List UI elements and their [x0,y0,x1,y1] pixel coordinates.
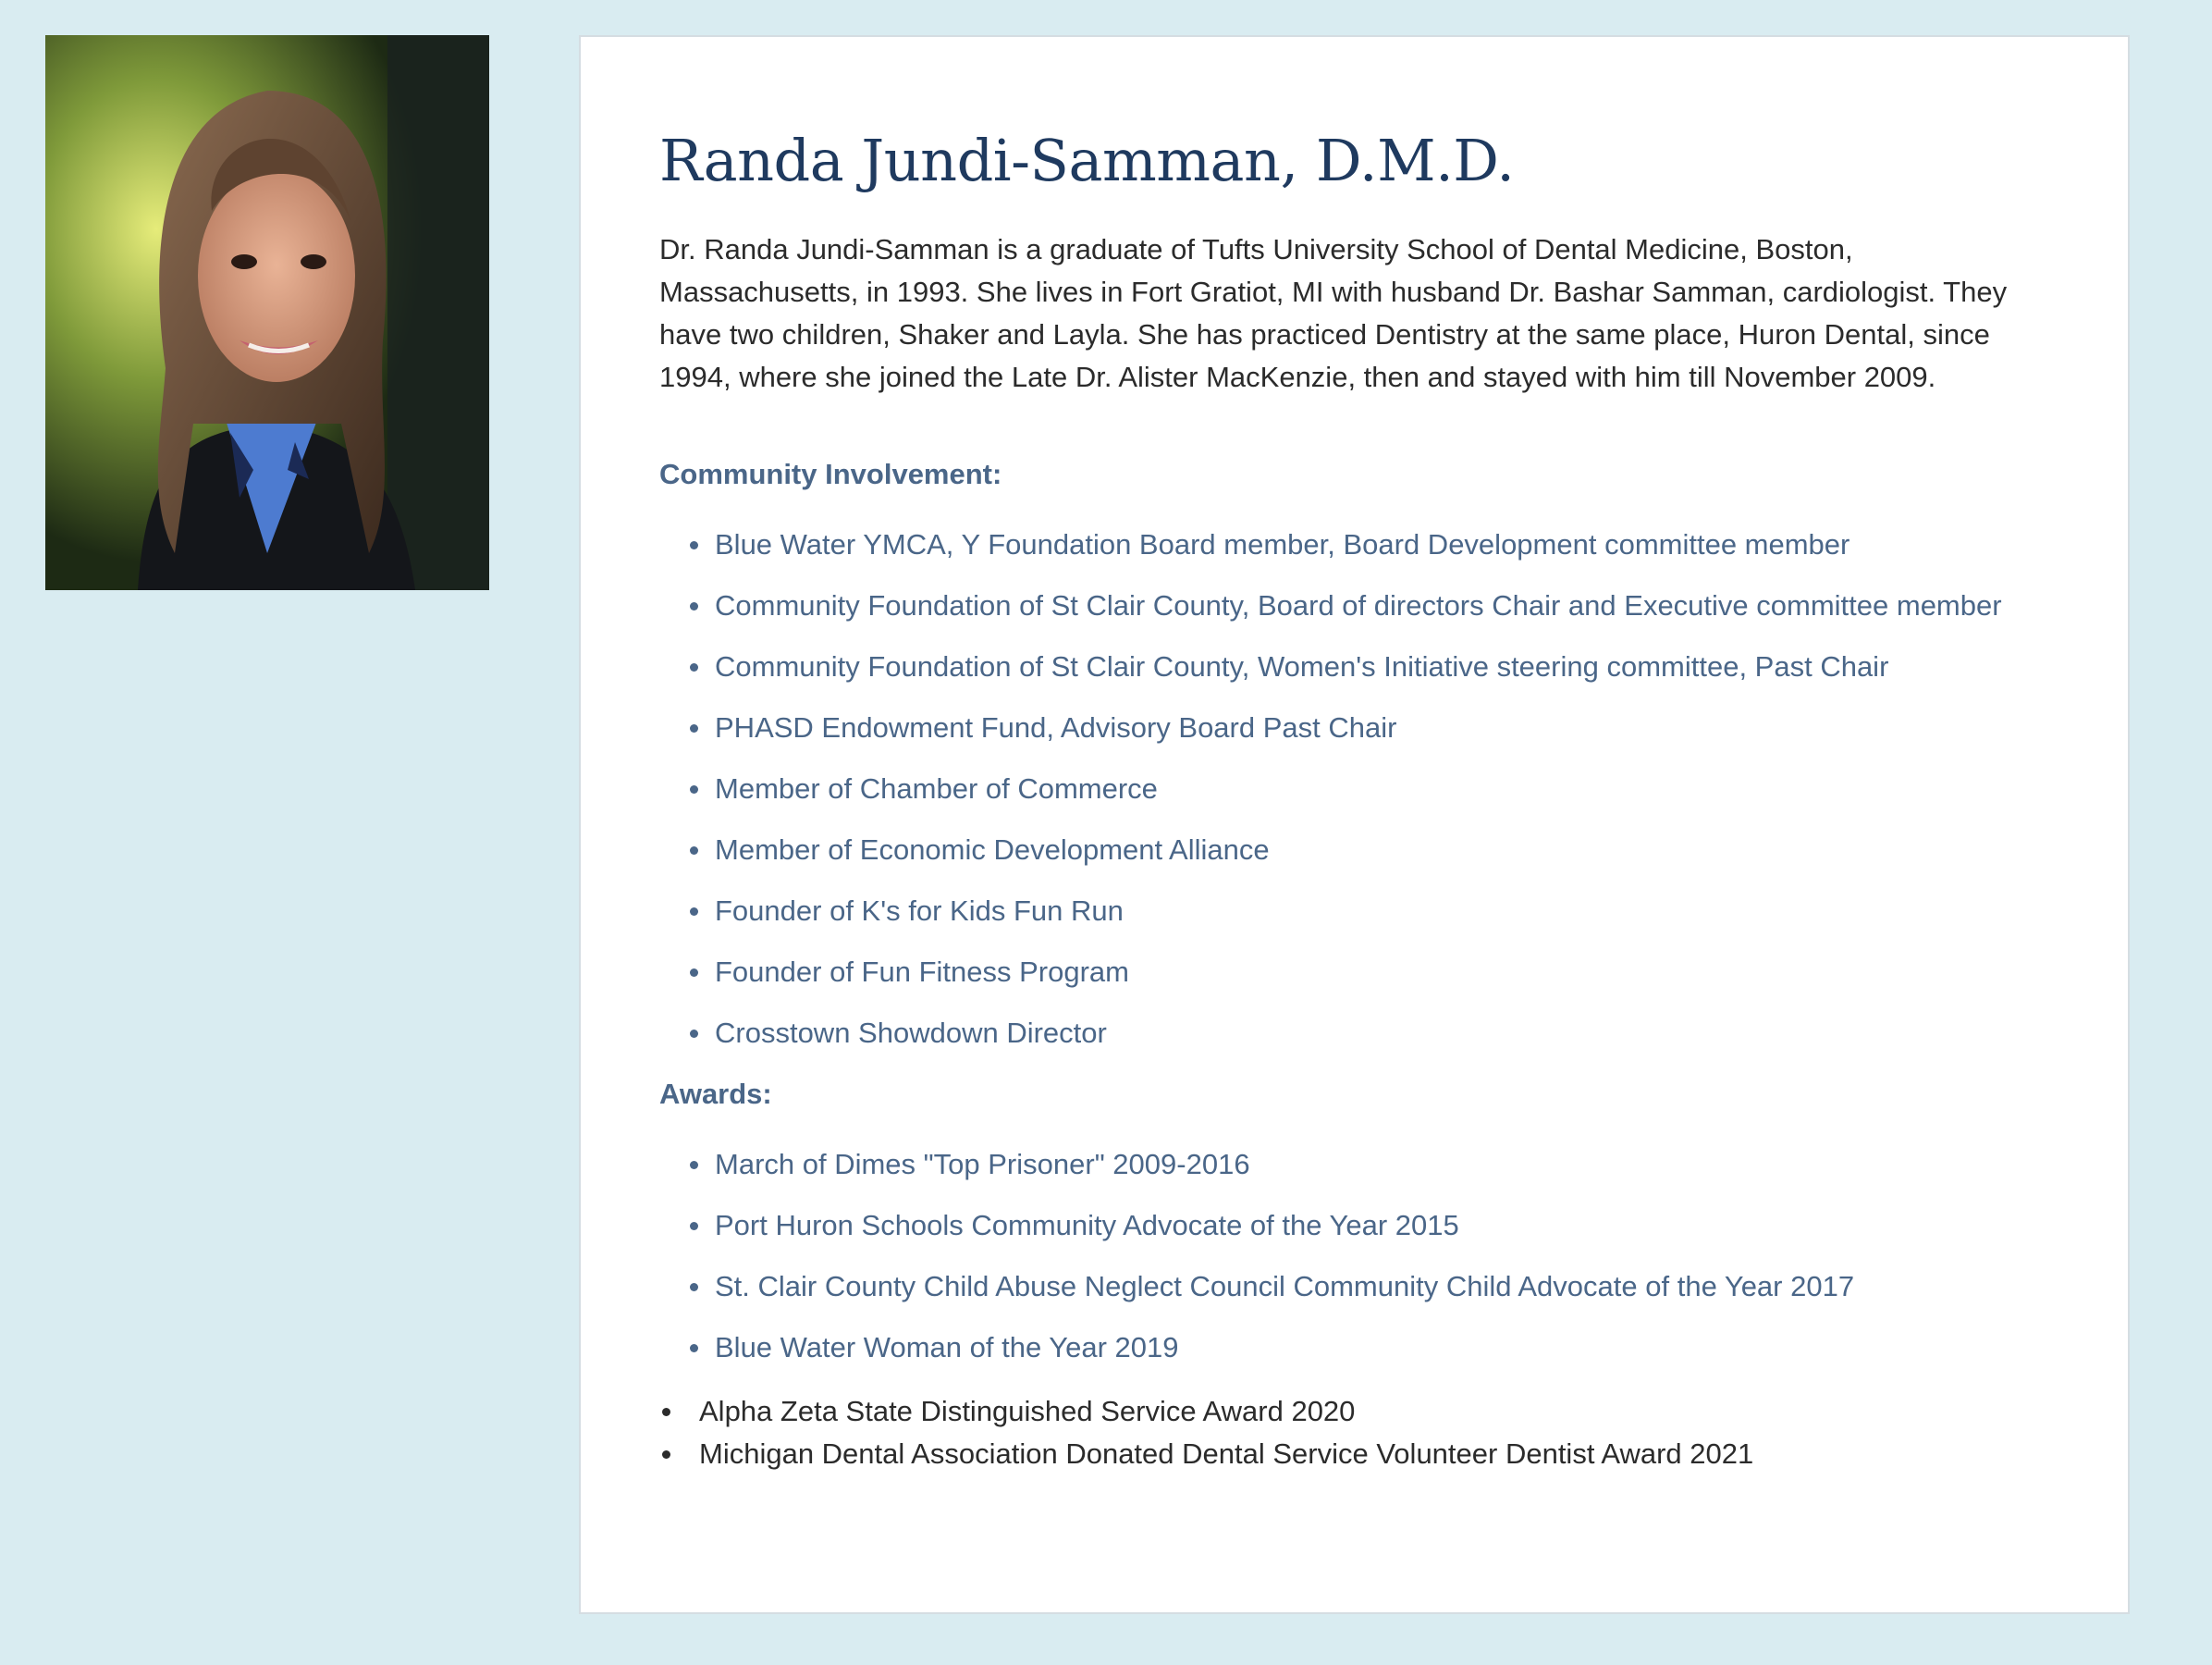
community-list [659,526,2040,1052]
list-item-text: St. Clair County Child Abuse Neglect Council Community Child Advocate of the Year 2017 [715,1270,1855,1302]
list-item [715,832,2040,869]
list-item-text: Blue Water YMCA, Y Foundation Board member, Board Development committee member [715,528,1850,561]
bullet-icon [690,968,698,977]
list-item [715,1207,2040,1244]
list-item [715,1268,2040,1305]
bullet-icon [690,785,698,794]
list-item [715,648,2040,685]
list-item-text: Port Huron Schools Community Advocate of the Year 2015 [715,1209,1459,1241]
profile-photo [45,35,489,590]
list-item-text: Founder of K's for Kids Fun Run [715,894,1124,927]
bullet-icon [662,1408,670,1416]
list-item-text: Crosstown Showdown Director [715,1017,1107,1049]
list-item-text: Member of Economic Development Alliance [715,833,1270,866]
list-item [699,1433,2040,1475]
bullet-icon [690,541,698,549]
list-item [715,771,2040,808]
bullet-icon [690,1222,698,1230]
list-item [715,893,2040,930]
list-item [715,709,2040,746]
bullet-icon [690,1283,698,1291]
bullet-icon [690,1030,698,1038]
bullet-icon [690,724,698,733]
list-item [715,1146,2040,1183]
bullet-icon [690,1344,698,1352]
list-item-text: Community Foundation of St Clair County, Women's Initiative steering committee, Past Chair [715,650,1889,683]
bullet-icon [690,907,698,916]
list-item [715,1329,2040,1366]
list-item-text: Blue Water Woman of the Year 2019 [715,1331,1179,1363]
list-item-text: Community Foundation of St Clair County, Board of directors Chair and Executive committee member [715,589,2002,622]
bullet-icon [690,602,698,610]
list-item [715,526,2040,563]
portrait-photo-icon [45,35,489,590]
bullet-icon [690,1161,698,1169]
list-item [715,587,2040,624]
community-heading: Community Involvement: [659,458,1002,490]
list-item-text: Michigan Dental Association Donated Dental Service Volunteer Dentist Award 2021 [699,1437,1754,1470]
awards-list [659,1146,2040,1366]
profile-card [579,35,2130,1614]
bullet-icon [690,846,698,855]
list-item [715,954,2040,991]
page-title: Randa Jundi-Samman, D.M.D. [659,127,1515,194]
bullet-icon [690,663,698,672]
bullet-icon [662,1450,670,1459]
list-item-text: Alpha Zeta State Distinguished Service Award 2020 [699,1395,1356,1427]
list-item [715,1015,2040,1052]
list-item [699,1390,2040,1433]
awards-heading: Awards: [659,1078,772,1110]
list-item-text: Member of Chamber of Commerce [715,772,1158,805]
list-item-text: Founder of Fun Fitness Program [715,956,1129,988]
list-item-text: March of Dimes "Top Prisoner" 2009-2016 [715,1148,1250,1180]
list-item-text: PHASD Endowment Fund, Advisory Board Past Chair [715,711,1397,744]
bio-paragraph: Dr. Randa Jundi-Samman is a graduate of Tufts University School of Dental Medicine, Boston, Massachusetts, in 1993. She lives in Fort Gratiot, MI with husband Dr. Bashar Samman, cardiologist. They have two children, Shaker and Layla. She has practiced Dentistry at the same place, Huron Dental, since 1994, where she joined the Late Dr. Alister MacKenzie, then and stayed with him till November 2009. [659,233,2008,393]
awards-extra-list [659,1390,2040,1475]
